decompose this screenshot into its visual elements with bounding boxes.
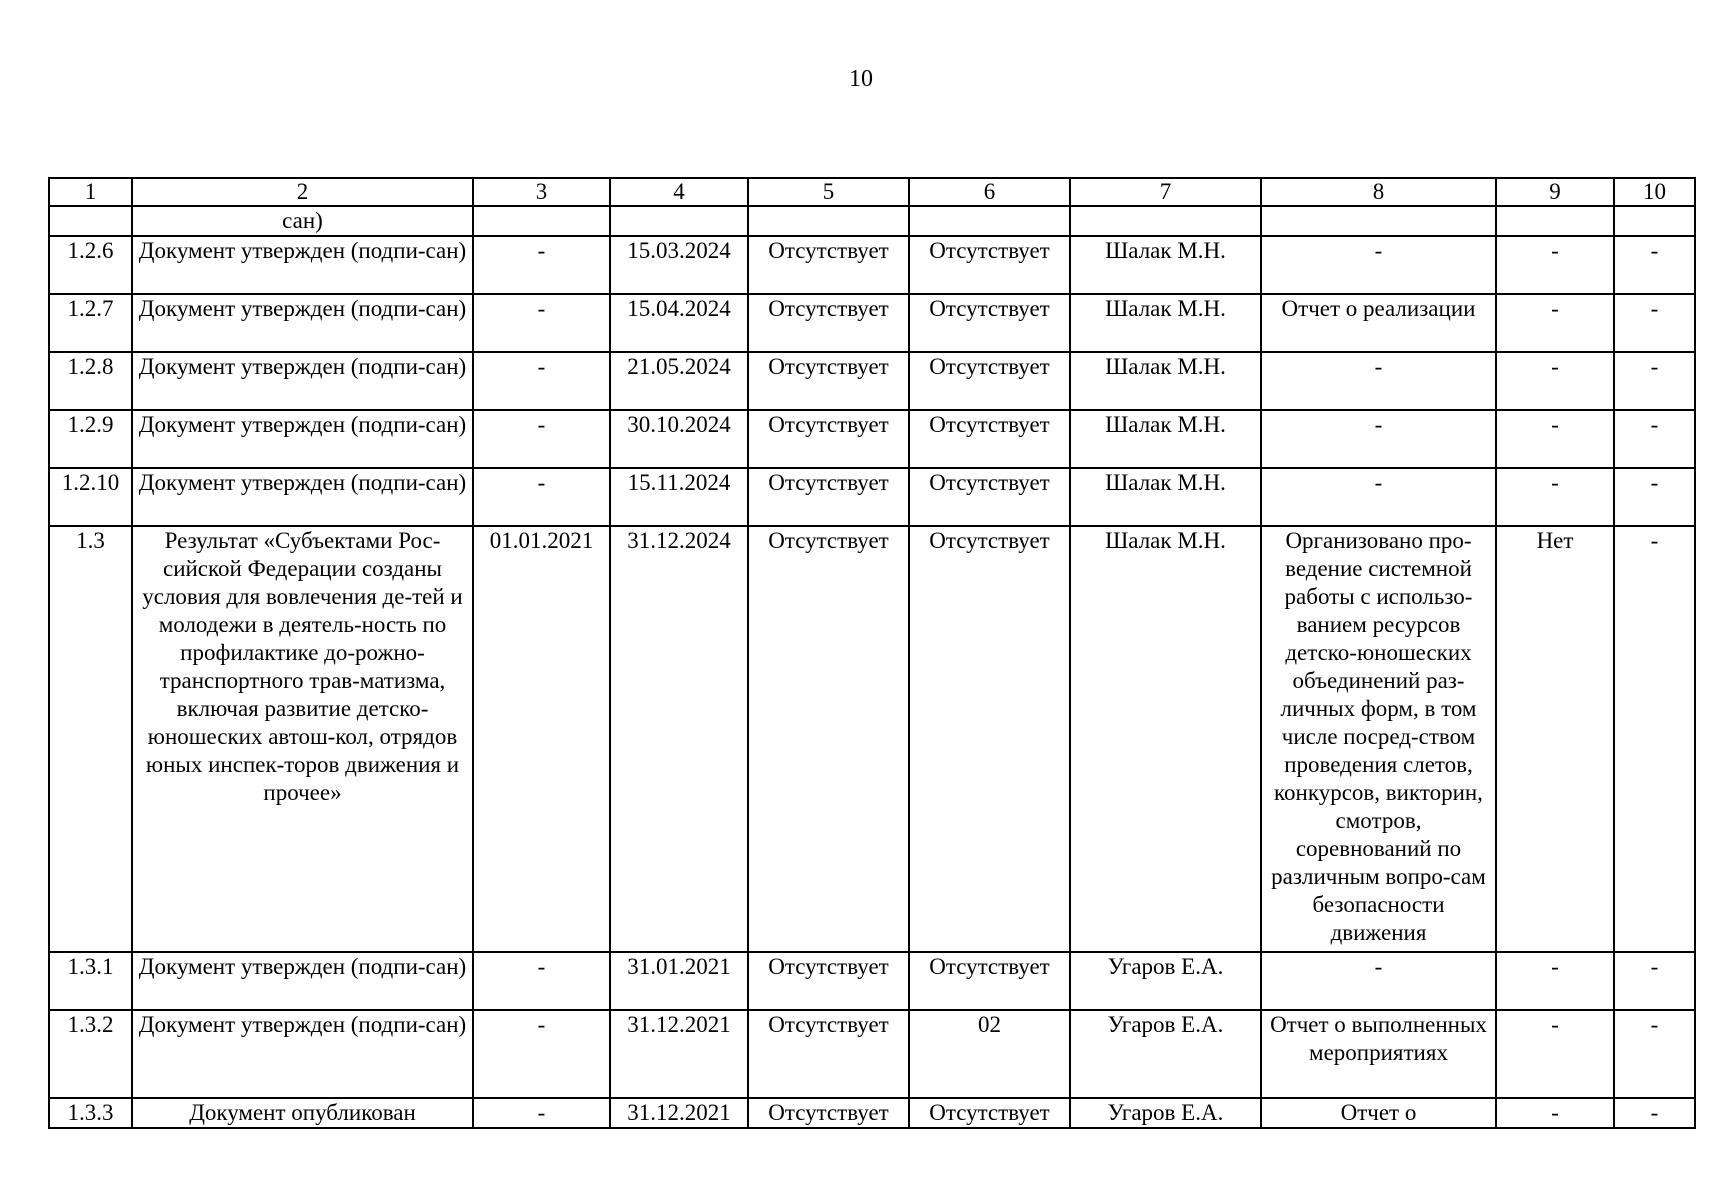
cell-col8: -	[1261, 468, 1496, 526]
table-row	[49, 294, 1695, 352]
cell-code: 1.2.10	[49, 468, 132, 526]
cell-responsible: Угаров Е.А.	[1070, 1098, 1261, 1128]
cell-col6	[909, 206, 1070, 236]
cell-col9: -	[1496, 410, 1614, 468]
table-row	[49, 468, 1695, 526]
header-cell: 3	[473, 178, 610, 206]
cell-end	[610, 206, 748, 236]
cell-start: 01.01.2021	[473, 526, 610, 952]
table-row	[49, 952, 1695, 1010]
cell-col8: -	[1261, 352, 1496, 410]
header-row	[49, 178, 1695, 206]
cell-col8: Отчет о выполненных мероприятиях	[1261, 1010, 1496, 1098]
cell-responsible: Шалак М.Н.	[1070, 468, 1261, 526]
cell-col10: -	[1614, 236, 1695, 294]
cell-start: -	[473, 468, 610, 526]
table-row	[49, 526, 1695, 952]
header-cell: 6	[909, 178, 1070, 206]
cell-col9: -	[1496, 468, 1614, 526]
cell-start: -	[473, 1098, 610, 1128]
cell-code: 1.2.9	[49, 410, 132, 468]
header-cell: 8	[1261, 178, 1496, 206]
header-cell: 10	[1614, 178, 1695, 206]
header-cell: 4	[610, 178, 748, 206]
cell-start: -	[473, 236, 610, 294]
cell-end: 30.10.2024	[610, 410, 748, 468]
cell-code: 1.2.7	[49, 294, 132, 352]
cell-name: Документ утвержден (подпи-сан)	[132, 410, 473, 468]
cell-end: 15.11.2024	[610, 468, 748, 526]
cell-col6: Отсутствует	[909, 468, 1070, 526]
cell-col8: Организовано про-ведение системной работы с использо-ванием ресурсов детско-юношеских объединений раз-личных форм, в том числе посред-ством проведения слетов, конкурсов, викторин, смотров, соревнований по различным вопро-сам безопасности движения	[1261, 526, 1496, 952]
page-number: 10	[849, 66, 873, 92]
table-row	[49, 352, 1695, 410]
header-cell: 1	[49, 178, 132, 206]
cell-col10: -	[1614, 410, 1695, 468]
cell-col8: -	[1261, 236, 1496, 294]
cell-responsible: Угаров Е.А.	[1070, 1010, 1261, 1098]
cell-col10: -	[1614, 468, 1695, 526]
cell-col5: Отсутствует	[748, 1098, 909, 1128]
cell-name: Документ утвержден (подпи-сан)	[132, 294, 473, 352]
cell-start: -	[473, 352, 610, 410]
cell-name: сан)	[132, 206, 473, 236]
cell-col10	[1614, 206, 1695, 236]
cell-col9: -	[1496, 1098, 1614, 1128]
cell-col5: Отсутствует	[748, 526, 909, 952]
cell-col5: Отсутствует	[748, 952, 909, 1010]
cell-col5: Отсутствует	[748, 468, 909, 526]
cell-col6: Отсутствует	[909, 352, 1070, 410]
cell-col9: -	[1496, 294, 1614, 352]
cell-col8: Отчет о реализации	[1261, 294, 1496, 352]
cell-col10: -	[1614, 952, 1695, 1010]
cell-code: 1.2.8	[49, 352, 132, 410]
cell-responsible: Шалак М.Н.	[1070, 294, 1261, 352]
cell-col6: Отсутствует	[909, 952, 1070, 1010]
cell-code: 1.3.2	[49, 1010, 132, 1098]
cell-col6: Отсутствует	[909, 294, 1070, 352]
cell-code: 1.3.3	[49, 1098, 132, 1128]
header-cell: 5	[748, 178, 909, 206]
cell-name: Документ утвержден (подпи-сан)	[132, 468, 473, 526]
cell-responsible: Шалак М.Н.	[1070, 410, 1261, 468]
plan-table	[48, 177, 1696, 1129]
cell-end: 31.12.2021	[610, 1010, 748, 1098]
cell-responsible: Шалак М.Н.	[1070, 352, 1261, 410]
cell-col5: Отсутствует	[748, 236, 909, 294]
cell-responsible: Шалак М.Н.	[1070, 236, 1261, 294]
cell-col9: -	[1496, 236, 1614, 294]
cell-col8: -	[1261, 410, 1496, 468]
cell-end: 15.04.2024	[610, 294, 748, 352]
cell-col6: Отсутствует	[909, 1098, 1070, 1128]
header-cell: 9	[1496, 178, 1614, 206]
cell-end: 31.01.2021	[610, 952, 748, 1010]
cell-name: Документ утвержден (подпи-сан)	[132, 236, 473, 294]
cell-name: Документ опубликован	[132, 1098, 473, 1128]
cell-col8	[1261, 206, 1496, 236]
cell-col9: -	[1496, 1010, 1614, 1098]
cell-col5: Отсутствует	[748, 410, 909, 468]
header-cell: 2	[132, 178, 473, 206]
cell-col10: -	[1614, 1098, 1695, 1128]
cell-col9: -	[1496, 952, 1614, 1010]
cell-end: 21.05.2024	[610, 352, 748, 410]
cell-responsible: Шалак М.Н.	[1070, 526, 1261, 952]
header-cell: 7	[1070, 178, 1261, 206]
cell-col10: -	[1614, 294, 1695, 352]
cell-end: 15.03.2024	[610, 236, 748, 294]
table-row	[49, 410, 1695, 468]
cell-col8: -	[1261, 952, 1496, 1010]
cell-col6: 02	[909, 1010, 1070, 1098]
cell-col6: Отсутствует	[909, 410, 1070, 468]
cell-code: 1.3	[49, 526, 132, 952]
cell-start: -	[473, 1010, 610, 1098]
cell-start: -	[473, 410, 610, 468]
cell-col5	[748, 206, 909, 236]
cell-col8: Отчет о	[1261, 1098, 1496, 1128]
cell-col10: -	[1614, 1010, 1695, 1098]
cell-col5: Отсутствует	[748, 352, 909, 410]
table-row	[49, 236, 1695, 294]
cell-col9: Нет	[1496, 526, 1614, 952]
cell-responsible	[1070, 206, 1261, 236]
cell-col10: -	[1614, 352, 1695, 410]
cell-code: 1.2.6	[49, 236, 132, 294]
cell-col10: -	[1614, 526, 1695, 952]
cell-col6: Отсутствует	[909, 236, 1070, 294]
cell-col9	[1496, 206, 1614, 236]
cell-col5: Отсутствует	[748, 1010, 909, 1098]
cell-code	[49, 206, 132, 236]
table-row	[49, 206, 1695, 236]
table-row	[49, 1098, 1695, 1128]
cell-end: 31.12.2021	[610, 1098, 748, 1128]
cell-end: 31.12.2024	[610, 526, 748, 952]
table-row	[49, 1010, 1695, 1098]
cell-responsible: Угаров Е.А.	[1070, 952, 1261, 1010]
cell-code: 1.3.1	[49, 952, 132, 1010]
cell-start	[473, 206, 610, 236]
cell-name: Документ утвержден (подпи-сан)	[132, 952, 473, 1010]
cell-col9: -	[1496, 352, 1614, 410]
cell-start: -	[473, 294, 610, 352]
cell-col6: Отсутствует	[909, 526, 1070, 952]
cell-start: -	[473, 952, 610, 1010]
cell-col5: Отсутствует	[748, 294, 909, 352]
cell-name: Документ утвержден (подпи-сан)	[132, 352, 473, 410]
cell-name: Результат «Субъектами Рос-сийской Федерации созданы условия для вовлечения де-тей и молодежи в деятель-ность по профилактике до-рожно-транспортного трав-матизма, включая развитие детско-юношеских автош-кол, отрядов юных инспек-торов движения и прочее»	[132, 526, 473, 952]
cell-name: Документ утвержден (подпи-сан)	[132, 1010, 473, 1098]
